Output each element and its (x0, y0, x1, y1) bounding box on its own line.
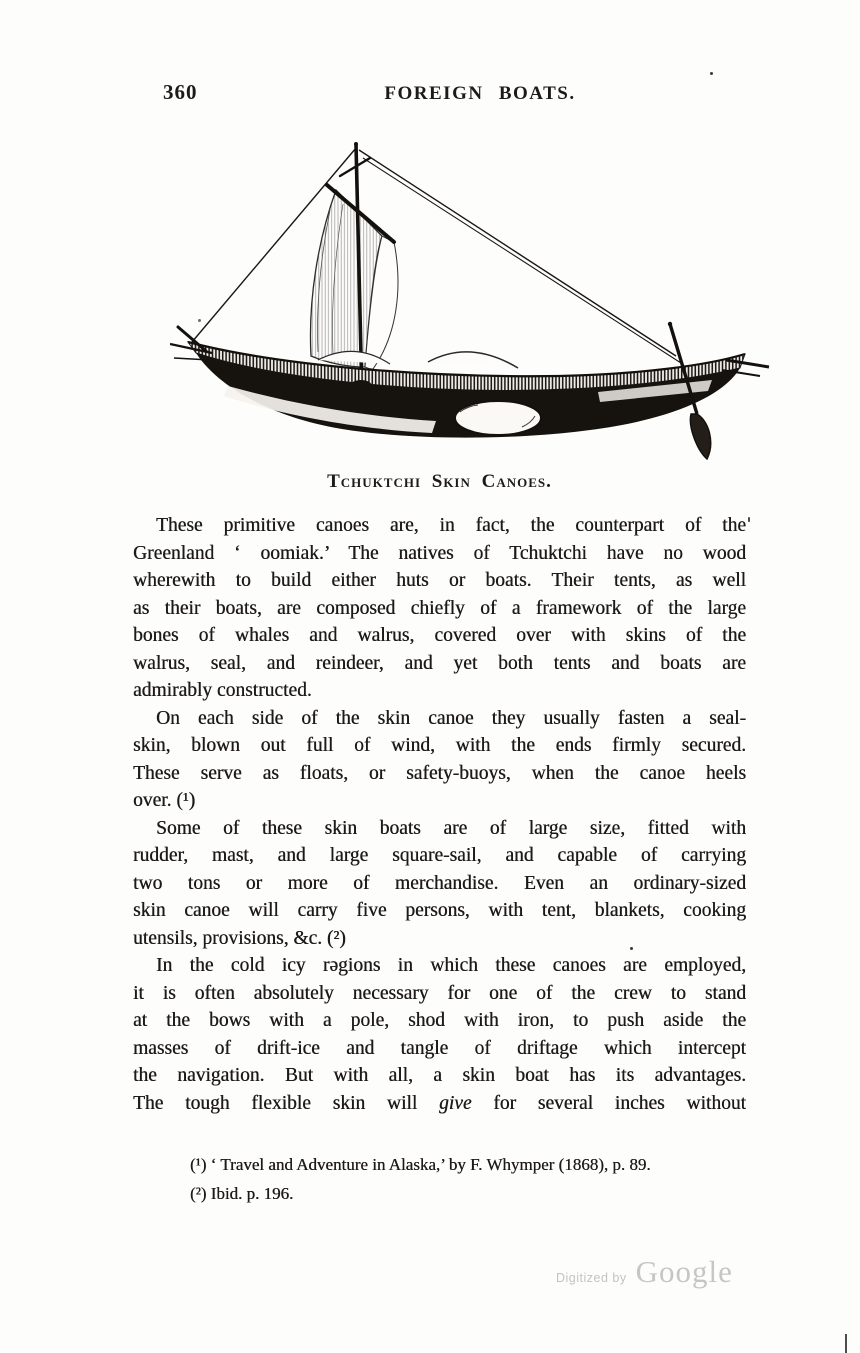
figure-caption: Tchuktchi Skin Canoes. (327, 471, 552, 492)
text-line: masses of drift-ice and tangle of driftage which intercept (133, 1037, 746, 1059)
text-line: utensils, provisions, &c. (²) (133, 927, 346, 949)
running-title: FOREIGN BOATS. (384, 83, 576, 104)
text-segment: The tough flexible skin will (133, 1092, 440, 1114)
text-line (133, 1090, 746, 1118)
google-logo: Google (635, 1254, 733, 1289)
text-line: as their boats, are composed chiefly of a framework of the large (133, 597, 746, 619)
italic-word: give (439, 1092, 472, 1114)
text-line: over. (¹) (133, 790, 196, 811)
text-line: Some of these skin boats are of large size, fitted with (156, 817, 746, 839)
text-line: at the bows with a pole, shod with iron, to push aside the (133, 1010, 746, 1031)
text-line: skin canoe will carry five persons, with tent, blankets, cooking (133, 900, 746, 921)
text-line: Greenland ‘ oomiak.’ The natives of Tchuktchi have no wood (133, 542, 746, 564)
text-line: wherewith to build either huts or boats. Their tents, as well (133, 570, 746, 591)
text-line: it is often absolutely necessary for one of the crew to stand (133, 982, 746, 1004)
text-line: These serve as floats, or safety-buoys, when the canoe heels (133, 762, 746, 784)
digitization-watermark (556, 1254, 733, 1290)
text-line: admirably constructed. (133, 680, 312, 701)
text-line: the navigation. But with all, a skin boat has its advantages. (133, 1065, 746, 1086)
scan-artifact (845, 1334, 847, 1353)
paragraph-2 (133, 705, 746, 815)
paragraph-4 (133, 952, 746, 1117)
skin-canoe-illustration (170, 130, 770, 460)
footnote-2: (²) Ibid. p. 196. (190, 1183, 294, 1203)
scan-artifact (748, 517, 750, 522)
paragraph-1 (133, 512, 746, 705)
canoe-engraving (170, 130, 770, 460)
paragraph-3 (133, 815, 746, 953)
text-line: bones of whales and walrus, covered over with skins of the (133, 625, 746, 646)
scan-artifact (710, 72, 713, 75)
scan-artifact (630, 947, 633, 950)
page-number: 360 (163, 80, 198, 104)
footnotes (190, 1151, 750, 1208)
watermark-prefix: Digitized by (556, 1271, 627, 1285)
text-line: rudder, mast, and large square-sail, and capable of carrying (133, 845, 746, 866)
text-line: On each side of the skin canoe they usually fasten a seal- (156, 707, 746, 729)
body-text (133, 512, 746, 1117)
footnote-1: (¹) ‘ Travel and Adventure in Alaska,’ by F. Whymper (1868), p. 89. (190, 1155, 651, 1174)
text-line: In the cold icy rəgions in which these canoes are employed, (156, 955, 746, 976)
text-line: two tons or more of merchandise. Even an ordinary-sized (133, 872, 746, 894)
text-line: walrus, seal, and reindeer, and yet both tents and boats are (133, 652, 746, 674)
text-line: skin, blown out full of wind, with the ends firmly secured. (133, 735, 746, 756)
text-segment: for several inches without (471, 1092, 746, 1114)
text-line: These primitive canoes are, in fact, the counterpart of the (156, 515, 746, 536)
scan-artifact (198, 319, 201, 322)
